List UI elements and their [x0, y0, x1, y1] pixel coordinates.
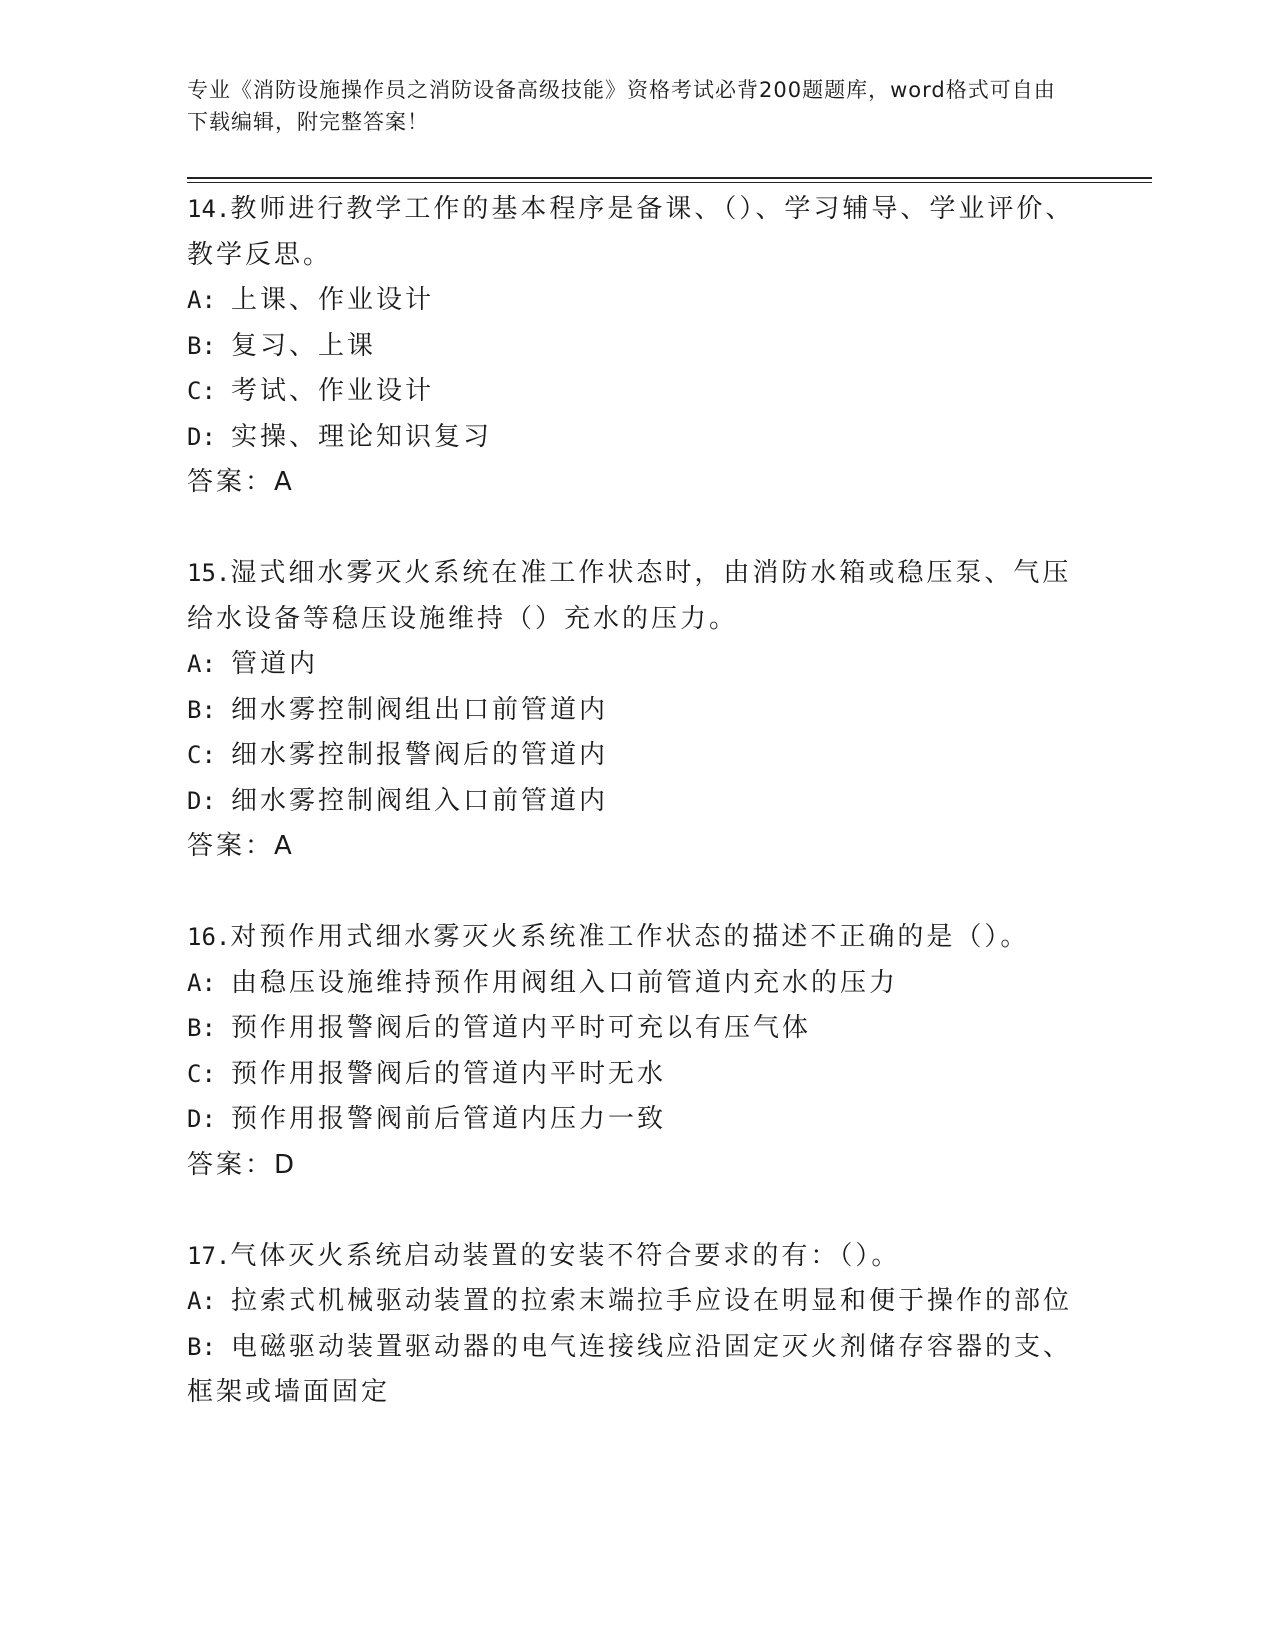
question-list — [187, 187, 1087, 1461]
answer: 答案：D — [187, 1149, 298, 1180]
option-letter: A: — [187, 1287, 216, 1315]
option-text: 细水雾控制报警阀后的管道内 — [231, 740, 609, 770]
option-a — [187, 1279, 1087, 1325]
option-b — [187, 688, 1087, 734]
option-letter: B: — [187, 1332, 216, 1361]
option-text: 上课、作业设计 — [231, 285, 435, 315]
option-d — [187, 1097, 1087, 1143]
question-number: 17. — [187, 1241, 231, 1270]
header-text: 专业《消防设施操作员之消防设备高级技能》资格考试必背200题题库，word格式可自由下载编辑，附完整答案！ — [187, 78, 1056, 134]
question-15 — [187, 551, 1087, 870]
question-number: 14. — [187, 195, 231, 223]
option-text: 预作用报警阀后的管道内平时无水 — [231, 1058, 667, 1089]
option-letter: B: — [187, 1014, 216, 1042]
answer: 答案：A — [187, 467, 295, 497]
option-text: 电磁驱动装置驱动器的电气连接线应沿固定灭火剂储存容器的支、框架或墙面固定 — [187, 1331, 1073, 1407]
option-text: 由稳压设施维持预作用阀组入口前管道内充水的压力 — [231, 967, 899, 998]
option-letter: C: — [187, 741, 216, 769]
question-text: 气体灭火系统启动装置的安装不符合要求的有：（）。 — [230, 1240, 901, 1271]
option-c — [187, 1052, 1087, 1098]
question-stem — [187, 1234, 1087, 1280]
option-letter: A: — [187, 286, 216, 314]
option-letter: A: — [187, 650, 216, 678]
question-stem — [187, 915, 1087, 961]
option-b — [187, 324, 1087, 370]
question-text: 教师进行教学工作的基本程序是备课、（）、学习辅导、学业评价、教学反思。 — [187, 194, 1075, 270]
option-c — [187, 733, 1087, 779]
option-d — [187, 779, 1087, 825]
option-a — [187, 961, 1087, 1007]
option-letter: D: — [187, 1105, 216, 1133]
option-a — [187, 278, 1087, 324]
option-d — [187, 415, 1087, 461]
option-text: 复习、上课 — [231, 330, 377, 361]
question-number: 15. — [187, 559, 231, 587]
option-letter: C: — [187, 377, 216, 405]
option-c — [187, 369, 1087, 415]
option-text: 管道内 — [231, 649, 319, 679]
option-text: 细水雾控制阀组入口前管道内 — [231, 785, 609, 816]
option-letter: B: — [187, 695, 216, 724]
question-14 — [187, 187, 1087, 506]
question-text: 湿式细水雾灭火系统在准工作状态时，由消防水箱或稳压泵、气压给水设备等稳压设施维持（）充水的压力。 — [187, 558, 1072, 634]
header-rule-thin — [187, 182, 1152, 183]
option-b — [187, 1006, 1087, 1052]
question-number: 16. — [187, 923, 231, 951]
option-letter: C: — [187, 1059, 216, 1088]
question-stem — [187, 551, 1087, 642]
option-b — [187, 1325, 1087, 1416]
option-text: 预作用报警阀前后管道内压力一致 — [231, 1104, 667, 1134]
option-letter: D: — [187, 786, 216, 815]
document-header — [187, 74, 1067, 138]
answer: 答案：A — [187, 831, 295, 861]
question-16 — [187, 915, 1087, 1188]
question-stem — [187, 187, 1087, 278]
option-letter: A: — [187, 968, 216, 997]
option-text: 预作用报警阀后的管道内平时可充以有压气体 — [231, 1013, 812, 1043]
option-letter: D: — [187, 422, 216, 451]
question-17 — [187, 1234, 1087, 1416]
option-text: 考试、作业设计 — [231, 376, 435, 406]
question-text: 对预作用式细水雾灭火系统准工作状态的描述不正确的是（）。 — [230, 922, 1030, 952]
option-text: 细水雾控制阀组出口前管道内 — [231, 694, 609, 725]
option-a — [187, 642, 1087, 688]
header-rule-thick — [187, 177, 1152, 179]
option-text: 实操、理论知识复习 — [231, 421, 493, 452]
option-letter: B: — [187, 331, 216, 360]
option-text: 拉索式机械驱动装置的拉索末端拉手应设在明显和便于操作的部位 — [231, 1286, 1073, 1316]
